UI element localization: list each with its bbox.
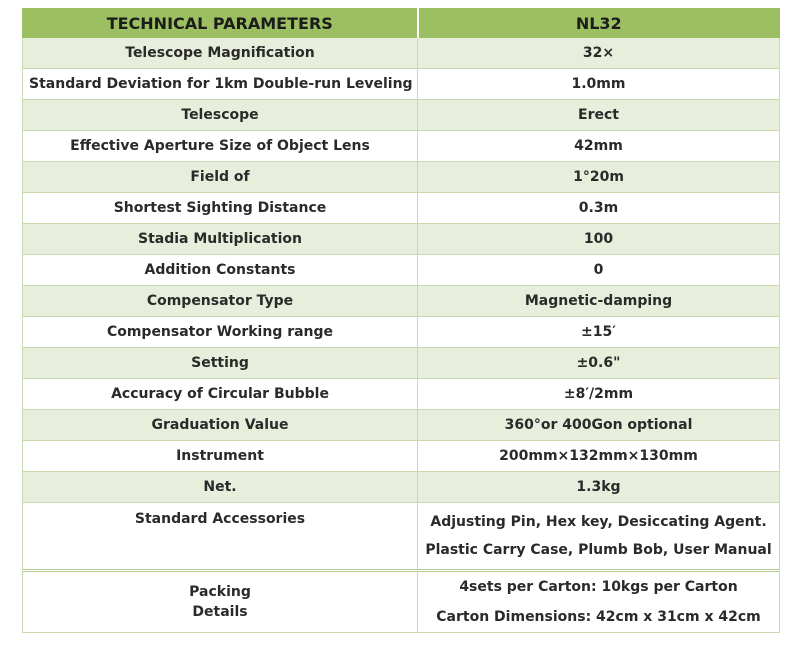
- row-label: Telescope: [23, 100, 418, 131]
- accessories-label: Standard Accessories: [23, 503, 418, 571]
- table-row: [23, 100, 780, 131]
- row-label: Effective Aperture Size of Object Lens: [23, 131, 418, 162]
- accessories-line-1: Adjusting Pin, Hex key, Desiccating Agent.: [430, 514, 767, 530]
- table-row: [23, 69, 780, 100]
- row-label: Graduation Value: [23, 410, 418, 441]
- row-label: Shortest Sighting Distance: [23, 193, 418, 224]
- row-value: ±15′: [418, 317, 780, 348]
- row-label: Stadia Multiplication: [23, 224, 418, 255]
- row-label: Standard Deviation for 1km Double-run Leveling: [23, 69, 418, 100]
- row-label: Instrument: [23, 441, 418, 472]
- row-label: Compensator Working range: [23, 317, 418, 348]
- table-row: [23, 224, 780, 255]
- packing-line-2: Carton Dimensions: 42cm x 31cm x 42cm: [436, 609, 761, 625]
- row-value: 1.0mm: [418, 69, 780, 100]
- table-row: [23, 255, 780, 286]
- accessories-line-2: Plastic Carry Case, Plumb Bob, User Manual: [425, 542, 772, 558]
- row-value: 200mm×132mm×130mm: [418, 441, 780, 472]
- row-label: Setting: [23, 348, 418, 379]
- row-value: 0.3m: [418, 193, 780, 224]
- table-row: [23, 162, 780, 193]
- row-label: Compensator Type: [23, 286, 418, 317]
- table-row: [23, 348, 780, 379]
- row-value: 360°or 400Gon optional: [418, 410, 780, 441]
- packing-row: [23, 571, 780, 633]
- header-model: NL32: [418, 9, 780, 38]
- table-row: [23, 131, 780, 162]
- table-row: [23, 38, 780, 69]
- table-header-row: [23, 9, 780, 38]
- row-label: Net.: [23, 472, 418, 503]
- row-value: Erect: [418, 100, 780, 131]
- row-label: Accuracy of Circular Bubble: [23, 379, 418, 410]
- row-value: 1.3kg: [418, 472, 780, 503]
- packing-label-line-2: Details: [192, 604, 248, 620]
- table-row: [23, 286, 780, 317]
- table-row: [23, 441, 780, 472]
- row-value: ±0.6": [418, 348, 780, 379]
- row-value: Magnetic-damping: [418, 286, 780, 317]
- spec-sheet: [22, 8, 779, 632]
- table-row: [23, 193, 780, 224]
- row-value: 1°20m: [418, 162, 780, 193]
- table-row: [23, 317, 780, 348]
- accessories-value: [418, 503, 780, 571]
- packing-line-1: 4sets per Carton: 10kgs per Carton: [459, 579, 738, 595]
- row-label: Telescope Magnification: [23, 38, 418, 69]
- packing-label: [23, 571, 418, 633]
- row-value: 32×: [418, 38, 780, 69]
- row-value: ±8′/2mm: [418, 379, 780, 410]
- row-value: 0: [418, 255, 780, 286]
- table-row: [23, 472, 780, 503]
- row-label: Field of: [23, 162, 418, 193]
- technical-parameters-table: [22, 8, 780, 633]
- packing-value: [418, 571, 780, 633]
- header-parameters: TECHNICAL PARAMETERS: [23, 9, 418, 38]
- row-value: 100: [418, 224, 780, 255]
- row-label: Addition Constants: [23, 255, 418, 286]
- table-row: [23, 379, 780, 410]
- table-row: [23, 410, 780, 441]
- row-value: 42mm: [418, 131, 780, 162]
- packing-label-line-1: Packing: [189, 584, 251, 600]
- accessories-row: [23, 503, 780, 571]
